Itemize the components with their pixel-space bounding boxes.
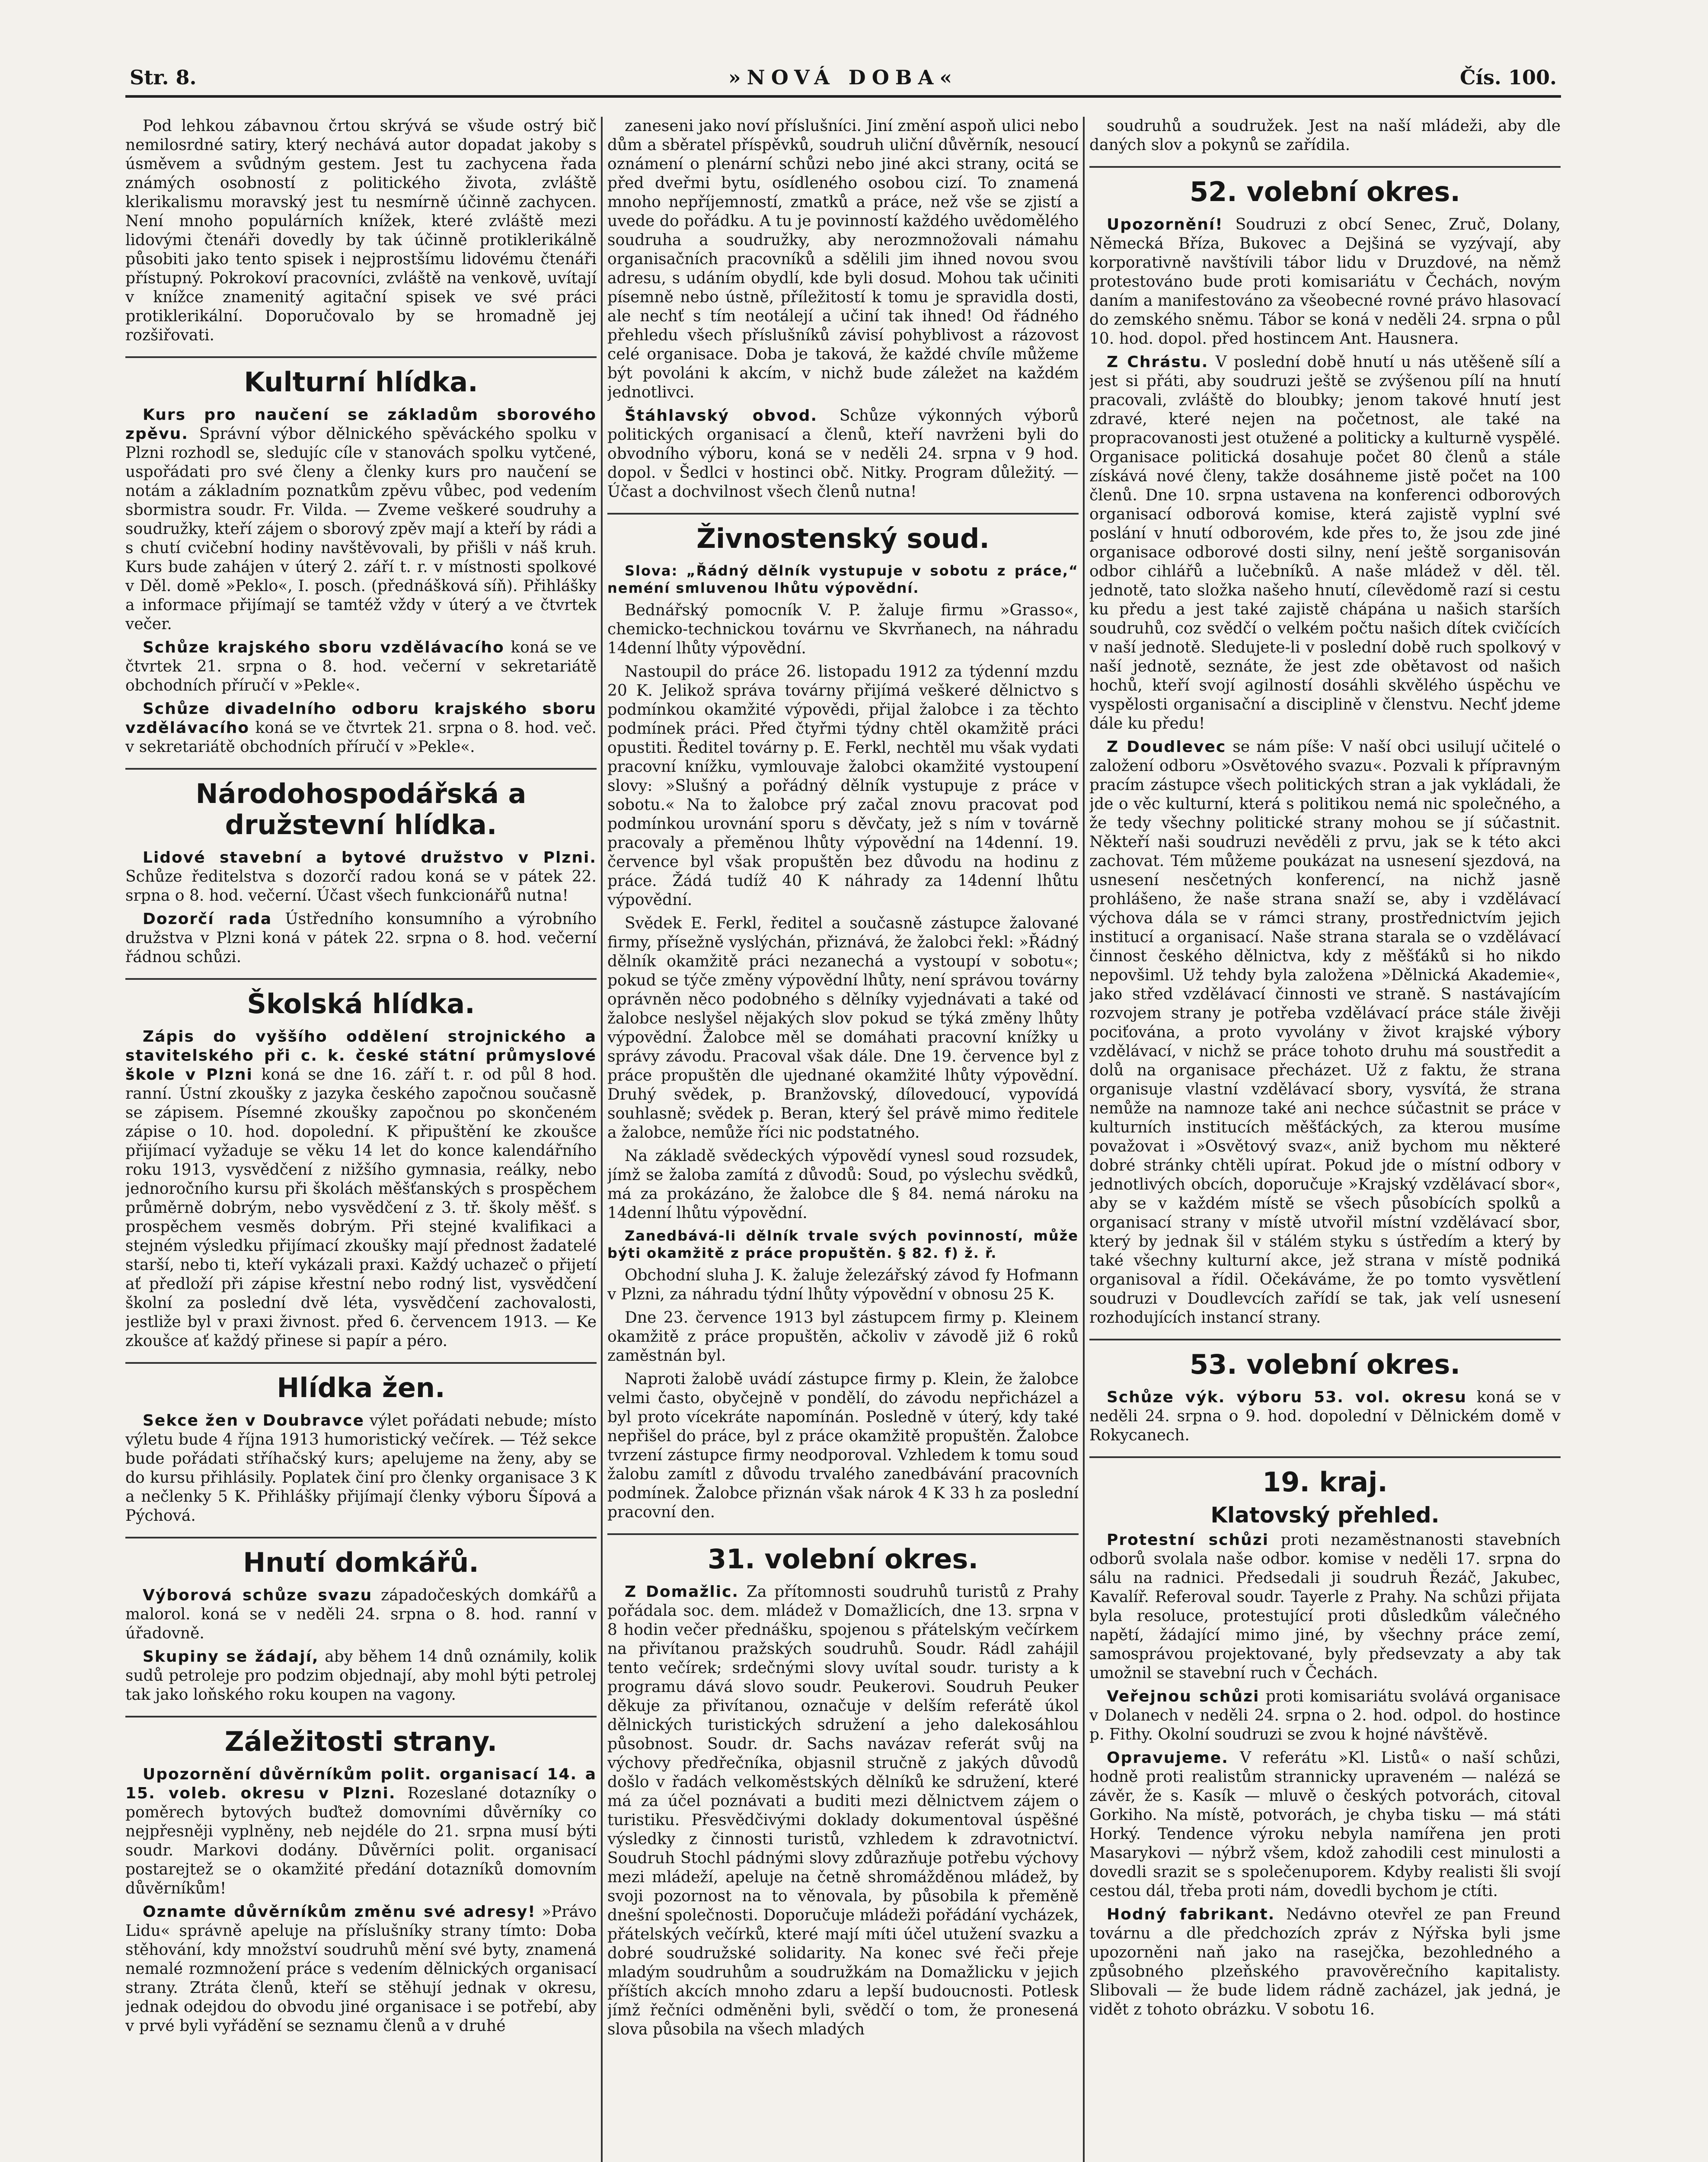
case-heading: Zanedbává-li dělník trvale svých povinností, může býti okamžitě z práce propuštěn. § 82. f) ž. ř. [607,1228,1079,1261]
notice-keyword: Protestní schůzi [1107,1531,1269,1549]
notice-paragraph [1089,353,1561,733]
page-header [125,61,1561,98]
column-2 [607,117,1079,2162]
notice-paragraph [125,1903,597,2036]
section-heading: 31. volební okres. [607,1533,1079,1575]
notice-paragraph [125,638,597,695]
notice-keyword: Schůze výk. výboru 53. vol. okresu [1107,1388,1467,1406]
notice-paragraph [607,1583,1079,2039]
notice-text: výlet pořádati nebude; místo výletu bude 4 října 1913 humoristický večírek. — Též sekce bude pořádati stříhačský kurs; apelujeme na ženy, aby se do kursu přihlásily. Poplatek činí pro členky organisace 3 K a nečlenky 5 K. Přihlášky přijímají členky výboru Šípová a Pýchová. [125,1412,597,1525]
column-divider [601,117,603,2162]
section-heading: 19. kraj. [1089,1456,1561,1498]
notice-paragraph [125,848,597,905]
section-heading: Záležitosti strany. [125,1716,597,1757]
notice-paragraph [1089,1388,1561,1445]
notice-text: proti nezaměstnanosti stavebních odborů svolala naše odbor. komise v neděli 17. srpna do sálu na radnici. Předsedali ji soudruh Řezáč, Jakubec, Kavalíř. Referoval soudr. Tayerle z Prahy. Na schůzi přijata byla resoluce, protestující proti důsledkům válečného napětí, žádající mimo jiné, by všechny práce zemí, samosprávou projektované, byly předsevzaty a aby tak umožnil se stavební ruch v Čechách. [1089,1531,1561,1682]
notice-paragraph [607,406,1079,502]
notice-paragraph [125,910,597,967]
notice-keyword: Schůze divadelního odboru krajského sboru vzdělávacího [125,700,597,737]
case-paragraph: Bednářský pomocník V. P. žaluje firmu »Grasso«, chemicko-technickou továrnu ve Skvrňanech, na náhradu 14denní lhůty výpovědní. [607,601,1079,657]
notice-text: koná se v neděli 24. srpna o 9. hod. dopolední v Dělnickém domě v Rokycanech. [1089,1388,1561,1444]
column-1 [125,117,597,2162]
notice-keyword: Lidové stavební a bytové družstvo v Plzni. [143,849,597,867]
notice-text: koná se ve čtvrtek 21. srpna o 8. hod. večerní v sekretariátě obchodních příručí v »Pekle«. [125,639,597,694]
notice-keyword: Upozornění důvěrníkům polit. organisací 14. a 15. voleb. okresu v Plzni. [125,1765,597,1802]
notice-keyword: Kurs pro naučení se základům sborového zpěvu. [125,406,597,443]
section-heading: 52. volební okres. [1089,166,1561,208]
notice-paragraph [125,1411,597,1526]
subsection-heading: Klatovský přehled. [1210,1503,1440,1528]
notice-text: Schůze ředitelstva s dozorčí radou koná se v pátek 22. srpna o 8. hod. večerní. Účast všech funkcionářů nutna! [125,868,597,905]
section-heading: Školská hlídka. [125,978,597,1020]
notice-keyword: Sekce žen v Doubravce [143,1412,364,1430]
notice-keyword: Štáhlavský obvod. [625,407,818,425]
notice-keyword: Schůze krajského sboru vzdělávacího [143,639,504,656]
notice-paragraph [125,1765,597,1898]
notice-paragraph [125,700,597,757]
notice-text: proti komisariátu svolává organisace v Dolanech v neděli 24. srpna o 2. hod. odpol. do hostince p. Fithy. Okolní soudruzi se zvou k hojné návštěvě. [1089,1688,1561,1743]
notice-keyword: Z Domažlic. [625,1583,739,1601]
case-heading: Slova: „Řádný dělník vystupuje v sobotu z práce,“ neméní smluvenou lhůtu výpovědní. [607,563,1079,596]
notice-text: se nám píše: V naší obci usilují učitelé o založení odboru »Osvětového svazu«. Pozvali k přípravným pracím zástupce všech politických stran a jak vykládali, že jde o věc kulturní, která s politikou nemá nic společného, a že tedy všechny politické strany mohou se jí súčastnit. Někteří naši soudruzi nevěděli z prvu, jak se k této akci zachovat. Tém můžeme poukázat na usnesení sjezdová, na usnesení nesčetných konferencí, na nichž jasně prohlášeno, že naše strana snaží se, aby i vzdělávací výchova dála se v rámci strany, prostřednictvím jejich institucí a organisací. Naše strana starala se o vzdělávací činnost českého dělnictva, kdy z měšťáků si ho nikdo nepovšiml. Už tehdy byla založena »Dělnická Akademie«, jako střed vzdělávací činnosti ve straně. S nastávajícím rozvojem strany je potřeba vzdělávací práce stále živěji pociťována, a proto vyvolány v život krajské výbory vzdělávací, v nichž se práce tohoto druhu má soustředit a dolů na organisace přecházet. Už z faktu, že strana organisuje vlastní vzdělávací sbory, vysvítá, že strana nemůže na namnoze také ani nechce súčastnit se práce v kulturních institucích měšťáckých, za kterou musíme považovat i »Osvětový svaz«, aniž bychom mu některé dobré stránky chtěli upírat. Pokud jde o místní odbory v jednotlivých obcích, doporučuje »Krajský vzdělávací sbor«, aby se v každém místě se všech působících spolků a organisací strany v místě utvořil místní vzdělávací sbor, který by jednak šil v stálém styku s ústředím a který by také všechny kulturní akce, jež strana v místě podniká organisoval a řídil. Očekáváme, že po tomto vysvětlení soudruzi v Doudlevcích zařídí se tak, jak velí usnesení rozhodujících instancí strany. [1089,738,1561,1327]
case-paragraph: Nastoupil do práce 26. listopadu 1912 za týdenní mzdu 20 K. Jelikož správa továrny přijímá veškeré dělnictvo s podmínkou okamžité výpovědi, přijal žalobce i za těchto podmínek práci. Před čtyřmi týdny chtěl okamžitě práci opustiti. Ředitel továrny p. E. Ferkl, nechtěl mu však vydati pracovní knížku, vymlouvaje žalobci okamžité vystoupení slovy: »Slušný a pořádný dělník vystupuje z práce v sobotu.« Na to žalobce prý začal znovu pracovat pod podmínkou urovnání sporu s děvčaty, jež s ním v továrně pracovaly a přeměnou lhůty výpovědní na 14denní. 19. července byl však propuštěn bez důvodu na hodinu z práce. Žádá tudíž 40 K náhrady za 14denní lhůtu výpovědní. [607,663,1079,909]
column-3 [1089,117,1561,2162]
notice-keyword: Hodný fabrikant. [1107,1906,1275,1923]
notice-text: Soudruzi z obcí Senec, Zruč, Dolany, Německá Bříza, Bukovec a Dejšiná se vyzývají, aby korporativně navštívili tábor lidu v Druzdové, na němž protestováno bude proti komisariátu v Čechách, novým daním a manifestováno za všeobecné rovné právo hlasovací do zemského sněmu. Tábor se koná v neděli 24. srpna o půl 10. hod. dopol. před hostincem Ant. Hausnera. [1089,216,1561,348]
notice-text: západočeských domkářů a malorol. koná se v neděli 24. srpna o 8. hod. ranní v úřadovně. [125,1586,597,1642]
notice-paragraph [1089,1687,1561,1744]
notice-keyword: Z Doudlevec [1107,738,1226,756]
notice-text: V poslední době hnutí u nás utěšeně sílí a jest si přáti, aby soudruzi ještě se zvýšenou pílí na hnutí pracovali, zvláště do bloubky; jenom takové hnutí jest zdravé, které nejen na početnost, ale také na propracovanosti jest otužené a politicky a kulturně vyspělé. Organisace politická dosahuje počet 80 členů a stále získává nové členy, takže dosáhneme jistě počet na 100 členů. Dne 10. srpna ustavena na konferenci odborových organisací odborová komise, která zajistě vyplní své poslání v hnutí odborovém, kde přes to, že jsou zde jiné organisace odborové dosti silny, není ještě sorganisován odbor cihlářů a lučebníků. A naše mládež v děl. těl. jednotě, tato složka našeho hnutí, cílevědomě razí si cestu ku předu a jest také zajistě chápána u našich starších soudruhů, coz svědčí o velkém počtu našich dítek cvičících v naší jednotě. Sledujete-li v poslední době ruch spolkový v naší jednotě, seznáte, že jest zde obětavost od našich hochů, kteří svojí agilností dosáhli skvělého úspěchu ve vyspělosti organisační a disciplině v členstvu. Nechť jdeme dále ku předu! [1089,353,1561,732]
section-heading: Národohospodářská a družstevní hlídka. [125,768,597,841]
case-paragraph: Dne 23. července 1913 byl zástupcem firmy p. Kleinem okamžitě z práce propuštěn, ačkoliv v závodě již 6 roků zaměstnán byl. [607,1309,1079,1365]
article-continuation: soudruhů a soudružek. Jest na naší mládeži, aby dle daných slov a pokynů se zařídila. [1089,117,1561,154]
case-paragraph: Svědek E. Ferkl, ředitel a současně zástupce žalované firmy, přísežně vyslýchán, přiznává, že žalobci řekl: »Řádný dělník okamžitě práci nezanechá a vystoupí v sobotu«; pokud se týče změny výpovědní lhůty, není správou továrny oprávněn něco podobného s dělníky vyjednávati a také od žalobce neslyšel nějakých slov pokud se týká změny lhůty výpovědní. Žalobce měl se domáhati pracovní knížky u správy závodu. Pracoval však dále. Dne 19. července byl z práce propuštěn dle ujednané okamžité lhůty výpovědní. Druhý svědek, p. Branžovský, dílovedoucí, vypovídá souhlasně; svědek p. Beran, který šel právě mimo ředitele a žalobce, nemůže říci nic podstatného. [607,915,1079,1142]
notice-text: »Právo Lidu« správně apeluje na příslušníky strany tímto: Doba stěhování, kdy množství soudruhů mění své byty, znamená nemalé rozmnožení práce s vedením dělnických organisací strany. Ztráta členů, kteří se stěhují jednak v okresu, jednak odejdou do obvodu jiné organisace i se potřebí, aby v prvé byli vyřádění se seznamu členů a v druhé [125,1903,597,2035]
masthead-title: »NOVÁ DOBA« [728,66,958,89]
notice-text: koná se ve čtvrtek 21. srpna o 8. hod. več. v sekretariátě obchodních příručí v »Pekle«. [125,719,597,756]
notice-keyword: Zápis do vyššího oddělení strojnického a stavitelského při c. k. české státní průmyslové škole v Plzni [125,1028,597,1084]
section-heading: Hnutí domkářů. [125,1537,597,1578]
case-paragraph: Na základě svědeckých výpovědí vynesl soud rozsudek, jímž se žaloba zamítá z důvodů: Soud, po výslechu svědků, má za prokázáno, že žalobce dle § 84. nemá nároku na 14denní lhůtu výpovědní. [607,1147,1079,1222]
notice-text: V referátu »Kl. Listů« o naší schůzi, hodně proti realistům strannicky upraveném — nalézá se závěr, že s. Kasík — mluvě o českých potvorách, citoval Gorkiho. Na místě, potvorách, je chyba tisku — má státi Horký. Tendence výroku nebyla namířena jen proti Masarykovi — nýbrž všem, kdož zahodili cest minulosti a dovedli srazit se s společenuporem. Kdyby realisti šli svojí cestou dál, třeba proti nám, dovedli bychom je ctíti. [1089,1749,1561,1900]
notice-paragraph [125,406,597,634]
section-heading: 53. volební okres. [1089,1339,1561,1380]
notice-keyword: Z Chrástu. [1107,353,1209,371]
section-heading: Kulturní hlídka. [125,356,597,398]
column-divider [1083,117,1085,2162]
case-paragraph: Naproti žalobě uvádí zástupce firmy p. Klein, že žalobce velmi často, obyčejně v pondělí, do závodu nepřicházel a byl proto vícekráte napomínán. Posledně v úterý, kdy také nepřišel do práce, byl z práce okamžitě propuštěn. Žalobce tvrzení zástupce firmy neodporoval. Vzhledem k tomu soud žalobu zamítl z důvodu trvalého zanedbávání pracovních podmínek. Žalobce přiznán však nárok 4 K 33 h za poslední pracovní den. [607,1370,1079,1521]
notice-paragraph [125,1647,597,1705]
notice-paragraph [1089,215,1561,349]
notice-text: Správní výbor dělnického spěváckého spolku v Plzni rozhodl se, sledujíc cíle v stanovách spolku vytčené, uspořádati pro své členy a členky kurs pro naučení se notám a základním poznatkům zpěvu vůbec, pod vedením sbormistra soudr. Fr. Vilda. — Zveme veškeré soudruhy a soudružky, kteří zájem o sborový zpěv mají a kteří by rádi a s chutí cvičební hodiny navštěvovali, by přišli v náš kruh. Kurs bude zahájen v úterý 2. září t. r. v místnosti spolkové v Děl. domě »Peklo«, I. posch. (přednášková síň). Přihlášky a informace přijímají se tamtéž vždy v úterý a ve čtvrtek večer. [125,425,597,633]
notice-keyword: Oznamte důvěrníkům změnu své adresy! [143,1903,536,1921]
notice-text: Ústředního konsumního a výrobního družstva v Plzni koná v pátek 22. srpna o 8. hod. večerní řádnou schůzi. [125,910,597,966]
notice-text: aby během 14 dnů oznámily, kolik sudů petroleje pro podzim objednají, aby mohl býti petrolej tak jako loňského roku koupen na vagony. [125,1648,597,1704]
article-continuation: zaneseni jako noví příslušníci. Jiní změní aspoň ulici nebo dům a sběratel příspěvků, soudruh uliční důvěrník, nesoucí oznámení o plenární schůzi nebo jiné akci strany, ocitá se před dveřmi bytu, osídleného osobou cizí. To znamená mnoho nepříjemností, zmatků a práce, než vše se zjistí a uvede do pořádku. A tu je povinností každého uvědomělého soudruha a soudružky, aby nerozmnožovali námahu organisačních pracovníků a sdělili jim ihned novou svou adresu, s udáním obydlí, kde byli dosud. Mohou tak učiniti písemně nebo ústně, příležitostí k tomu je spravidla dosti, ale nechť s tím neotálejí a učiní tak ihned! Od řádného přehledu všech příslušníků závisí pohyblivost a rázovost celé organisace. Doba je taková, že každé chvíle můžeme být povoláni k akcím, v nichž bude záležet na každém jednotlivci. [607,117,1079,401]
notice-text: Za přítomnosti soudruhů turistů z Prahy pořádala soc. dem. mládež v Domažlicích, dne 13. srpna v 8 hodin večer přednášku, spojenou s přátelským večírkem na přivítanou pražských soudruhů. Soudr. Rádl zahájil tento večírek; srdečnými slovy uvítal soudr. turisty a k programu dává slovo soudr. Peukerovi. Soudruh Peuker děkuje za přivítanou, označuje v delším referátě úkol dělnických turistických sdružení a jeho dalekosáhlou působnost. Soudr. dr. Sachs navázav referát svůj na výchovy předřečníka, objasnil stručně z jakých důvodů došlo v řadách velkoměstských dělníků ke sdružení, které má za účel poznávati a buditi mezi dělnictvem zájem o turistiku. Přesvědčivými doklady dokumentoval úspěšné výsledky z činnosti turistů, vzhledem k zdravotnictví. Soudruh Stochl pádnými slovy zdůrazňuje potřebu výchovy mezi mládeží, apeluje na četně shromážděnou mládež, by svoji pozornost na to věnovala, by působila k přeměně dnešní společnosti. Doporučuje mládeži pořádání vycházek, přátelských večírků, které mají míti účel utužení svazku a dobré soudružské solidarity. Na konec své řeči přeje mladým soudruhům a soudružkám na Domažlicku v jejich příštích akcích mnoho zdaru a lepší budoucnosti. Potlesk jímž řečníci odměněni byli, svědčí o tom, že pronesená slova působila na všech mladých [607,1583,1079,2038]
notice-paragraph [125,1586,597,1643]
notice-keyword: Veřejnou schůzi [1107,1688,1260,1705]
notice-paragraph [1089,738,1561,1327]
section-heading: Hlídka žen. [125,1362,597,1404]
notice-text: Schůze výkonných výborů politických organisací a členů, kteří navrženi byli do obvodního výboru, koná se v neděli 24. srpna v 9 hod. dopol. v Šedlci v hostinci obč. Nitky. Program důležitý. — Účast a dochvilnost všech členů nutna! [607,407,1079,501]
page-number: Str. 8. [130,66,197,89]
notice-keyword: Výborová schůze svazu [143,1586,373,1604]
notice-keyword: Skupiny se žádají, [143,1648,319,1666]
notice-paragraph [1089,1905,1561,2019]
notice-text: Rozeslané dotazníky o poměrech bytových buďtež domovními důvěrníky co nejpřesněji vyplněny, neb nejdéle do 21. srpna musí býti soudr. Markovi dodány. Důvěrníci polit. organisací postarejtež se o okamžité předání dotazníků domovním důvěrníkům! [125,1785,597,1897]
notice-text: koná se dne 16. září t. r. od půl 8 hod. ranní. Ústní zkoušky z jazyka českého započnou současně se zápisem. Písemné zkoušky započnou po skončeném zápise o 10. hod. dopolední. K připuštění ke zkoušce přijímací vyžaduje se věku 14 let do konce kalendářního roku 1913, vysvědčení z nižšího gymnasia, reálky, nebo jednoročního kursu při školách měšťanských s prospěchem průměrně dobrým, nebo vysvědčení z 3. tř. školy měšť. s prospěchem vesměs dobrým. Při stejné kvalifikaci a stejném výsledku přijímací zkoušky mají přednost žadatelé starší, nebo ti, kteří vykázali praxi. Každý uchazeč o přijetí ať předloží při zápise křestní nebo rodný list, vysvědčení školní za poslední dvě léta, vysvědčení zachovalosti, jestliže byl v praxi živnost. před 6. červencem 1913. — Ke zkoušce ať každý přinese si papír a péro. [125,1066,597,1350]
article-continuation: Pod lehkou zábavnou črtou skrývá se všude ostrý bič nemilosrdné satiry, který nechává autor dopadat jakoby s úsměvem a svůdným gestem. Jest tu zachycena řada známých osobností z politického života, zvláště klerikalismu moravský jest tu nesmírně účinně zachycen. Není mnoho populárních knížek, které zvláště mezi lidovými čtenáři dovedly by tak účinně protiklerikálně působiti jako tento spisek i nejprostšímu lidovému čtenáři přístupný. Pokrokoví pracovníci, zvláště na venkově, uvítají v knížce znamenitý agitační spisek ve své práci protiklerikální. Doporučovalo by se hromadně jej rozšiřovati. [125,117,597,344]
notice-keyword: Upozornění! [1107,216,1223,233]
notice-paragraph [1089,1531,1561,1683]
notice-keyword: Dozorčí rada [143,910,272,928]
section-heading: Živnostenský soud. [607,513,1079,554]
notice-paragraph [125,1027,597,1351]
case-paragraph: Obchodní sluha J. K. žaluje železářský závod fy Hofmann v Plzni, za náhradu týdní lhůty výpovědní v obnosu 25 K. [607,1266,1079,1303]
notice-text: Nedávno otevřel ze pan Freund továrnu a dle předchozích zpráv z Nýřska byli jsme upozorněni naň jako na rasejčka, bezohledného a způsobného plzeňského pravověrečního kapitalisty. Slibovali — že bude lidem rádně zacházel, jak jedná, je vidět z tohoto obrázku. V sobotu 16. [1089,1906,1561,2018]
notice-paragraph [1089,1749,1561,1901]
notice-keyword: Opravujeme. [1107,1749,1229,1767]
issue-number: Čís. 100. [1459,66,1557,89]
